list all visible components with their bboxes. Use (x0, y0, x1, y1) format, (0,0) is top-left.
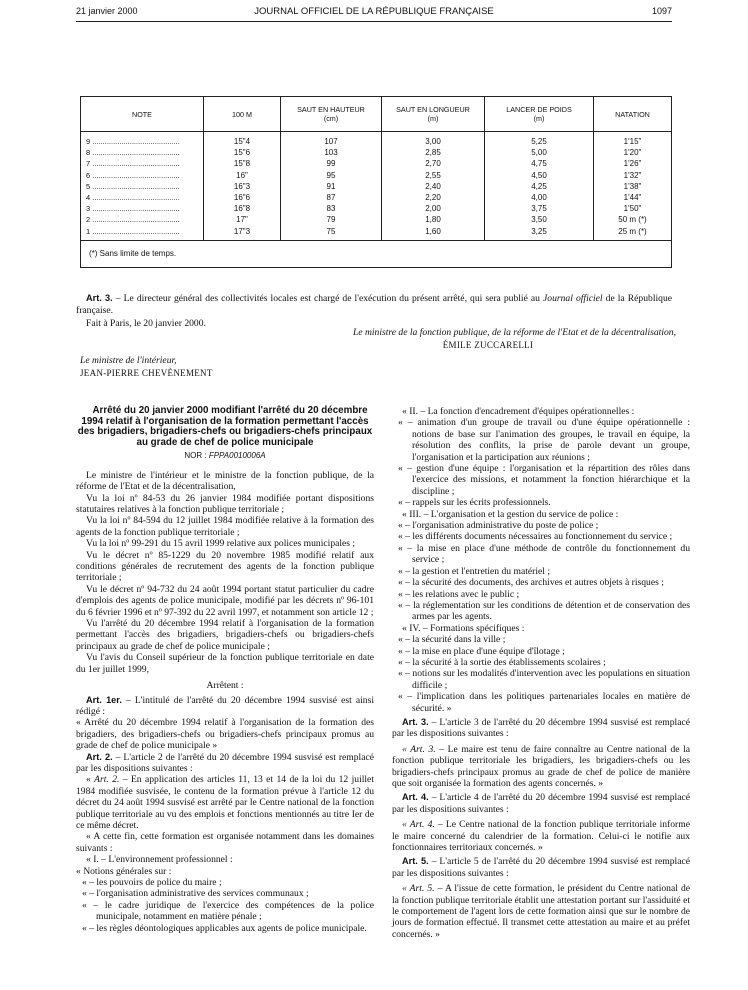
note-cell: 1 .......................................... (81, 226, 204, 241)
table-cell: 87 (281, 192, 382, 203)
table-cell: 1'44" (594, 192, 672, 203)
quote-label: « Art. 5. (402, 883, 435, 895)
paragraph: Vu le décret nº 85-1229 du 20 novembre 1985 modifié relatif aux conditions générales de recrutement des agents de la fonction publique territoriale ; (76, 549, 374, 584)
table-cell: 4,75 (485, 158, 594, 169)
nor-label: NOR : (184, 451, 209, 461)
table-cell: 1'15" (594, 132, 672, 148)
table-cell: 16"3 (204, 181, 281, 192)
article-text: – L'intitulé de l'arrêté du 20 décembre 1994 susvisé est ainsi rédigé : (76, 694, 374, 717)
list-heading: « IV. – Formations spécifiques : (402, 622, 525, 634)
list-item: « – animation d'un groupe de travail ou d'une équipe opérationnelle : notions de base sur l'animation des groupes, le travail en équipe, la résolution des conflits, la prise de parole devant un groupe, l'organisation et la participation aux réunions ; (398, 417, 690, 463)
table-cell: 17" (204, 214, 281, 225)
list-item: « – le cadre juridique de l'exercice des compétences de la police municipale, notamment en matière pénale ; (82, 899, 374, 923)
table-cell: 1'50" (594, 203, 672, 214)
table-cell: 2,85 (382, 147, 485, 158)
table-cell: 95 (281, 170, 382, 181)
list-item: « – l'implication dans les politiques partenariales locales en matière de sécurité. » (398, 691, 690, 714)
article-text: – L'article 3 de l'arrêté du 20 décembre 1994 susvisé est remplacé par les dispositions suivantes : (392, 716, 690, 740)
article-label: Art. 5. (402, 856, 429, 867)
table-row (81, 226, 672, 241)
table-cell: 103 (281, 147, 382, 158)
article-3 (392, 717, 690, 740)
page-header (76, 6, 672, 22)
list-item: « – les différents documents nécessaires au fonctionnement du service ; (398, 531, 673, 543)
table-cell: 3,75 (485, 203, 594, 214)
table-cell: 5,25 (485, 132, 594, 148)
list-item: « – les pouvoirs de police du maire ; (82, 877, 222, 888)
list-item: « – l'organisation administrative du poste de police ; (398, 520, 599, 532)
col-header: LANCER DE POIDS (m) (485, 97, 594, 132)
note-cell: 5 .......................................... (81, 181, 204, 192)
table-cell: 16"8 (204, 203, 281, 214)
table-cell: 2,55 (382, 170, 485, 181)
article-4 (392, 792, 690, 815)
article-label: Art. 3. (86, 293, 113, 303)
quote-mark: « (86, 774, 95, 786)
score-table (80, 96, 672, 268)
article-text-end: de la République française. (76, 293, 673, 316)
quote-label: « Art. 3. (402, 743, 436, 755)
table-row (81, 147, 672, 158)
article-label: Art. 2. (86, 751, 113, 762)
list-item: « – la sécurité à la sortie des établissements scolaires ; (398, 656, 606, 668)
paragraph: Vu la loi nº 84-53 du 26 janvier 1984 modifiée portant dispositions statutaires relatives à la fonction publique territoriale ; (76, 492, 374, 515)
article-3-top (76, 292, 672, 317)
table-cell: 1'26" (594, 158, 672, 169)
table-footnote: (*) Sans limite de temps. (81, 240, 672, 267)
table-cell: 17"3 (204, 226, 281, 241)
table-header-row (81, 97, 672, 132)
list-heading: « I. – L'environnement professionnel : (86, 854, 233, 866)
note-cell: 9 .......................................... (81, 132, 204, 148)
table-cell: 1'38" (594, 181, 672, 192)
list-item: « – les règles déontologiques applicables aux agents de police municipale. (82, 922, 367, 934)
quote-label: Art. 2. (94, 774, 120, 786)
list-item: « – l'organisation administrative des services communaux ; (82, 888, 309, 900)
quote-art-3 (392, 744, 690, 790)
table-cell: 79 (281, 214, 382, 225)
table-cell: 16"6 (204, 192, 281, 203)
article-1 (76, 695, 374, 718)
table-row (81, 203, 672, 214)
minister-interieur: Le ministre de l'intérieur, (80, 355, 177, 366)
table-cell: 50 m (*) (594, 214, 672, 225)
paragraph: Le ministre de l'intérieur et le ministre de la fonction publique, de la réforme de l'Etat et de la décentralisation, (76, 469, 374, 493)
table-cell: 2,20 (382, 192, 485, 203)
quote-text: – En application des articles 11, 13 et 14 de la loi du 12 juillet 1984 modifiée susvisée, le contenu de la formation prévue à l'article 12 du décret du 24 août 1994 susvisé est arrêté par le Centre national de la fonction publique territoriale au vu des emplois et fonctions mentionnés au titre Ier de ce même décret. (76, 774, 374, 831)
table-cell: 16" (204, 170, 281, 181)
note-cell: 8 .......................................... (81, 147, 204, 158)
table-row (81, 170, 672, 181)
left-column (76, 406, 374, 934)
page-number: 1097 (651, 6, 672, 16)
col-header: SAUT EN HAUTEUR (cm) (281, 97, 382, 132)
table-cell: 25 m (*) (594, 226, 672, 241)
decree-title: Arrêté du 20 janvier 2000 modifiant l'arrêté du 20 décembre 1994 relatif à l'organisation de la formation permettant l'accès des brigadiers, brigadiers-chefs ou brigadiers-chefs principaux au grade de chef de police municipale (77, 405, 373, 448)
quote-art-5 (392, 883, 690, 940)
table-row (81, 181, 672, 192)
table-cell: 91 (281, 181, 382, 192)
table-row (81, 192, 672, 203)
table-cell: 4,00 (485, 192, 594, 203)
col-header: SAUT EN LONGUEUR (m) (382, 97, 485, 132)
arretent: Arrêtent : (206, 680, 244, 692)
header-date: 21 janvier 2000 (76, 6, 138, 16)
list-heading: « Notions générales sur : (76, 865, 172, 877)
article-label: Art. 3. (402, 716, 429, 727)
table-cell: 1'32" (594, 170, 672, 181)
table-row (81, 214, 672, 225)
list-heading: « III. – L'organisation et la gestion du service de police : (402, 508, 619, 520)
note-cell: 3 .......................................... (81, 203, 204, 214)
article-label: Art. 4. (402, 792, 429, 803)
list-heading: « II. – La fonction d'encadrement d'équipes opérationnelles : (402, 406, 635, 417)
table-cell: 1,80 (382, 214, 485, 225)
paragraph: Vu le décret nº 94-732 du 24 août 1994 portant statut particulier du cadre d'emplois des agents de police municipale, modifié par les décrets nº 96-101 du 6 février 1996 et nº 97-392 du 22 avril 1997, et notamment son article 12 ; (76, 583, 374, 618)
table-cell: 2,40 (382, 181, 485, 192)
table-cell: 5,00 (485, 147, 594, 158)
article-text: – L'article 2 de l'arrêté du 20 décembre 1994 susvisé est remplacé par les dispositions suivantes : (76, 751, 374, 774)
quote-text: – A l'issue de cette formation, le président du Centre national de la fonction publique territoriale établit une attestation portant sur l'assiduité et le comportement de l'agent lors de cette formation ainsi que sur le nombre de jours de formation effectué. Il transmet cette attestation au maire et au préfet concernés. » (392, 883, 690, 940)
list-item: « – la gestion et l'entretien du matériel ; (398, 565, 550, 577)
table-cell: 107 (281, 132, 382, 148)
article-text: – L'article 5 de l'arrêté du 20 décembre 1994 susvisé est remplacé par les dispositions suivantes : (392, 856, 690, 879)
quote-label: « Art. 4. (402, 819, 435, 831)
col-header: NOTE (81, 97, 204, 132)
list-item: « – la mise en place d'une équipe d'îlotage ; (398, 645, 565, 657)
article-text: – L'article 4 de l'arrêté du 20 décembre 1994 susvisé est remplacé par les dispositions suivantes : (392, 792, 690, 815)
table-cell: 3,00 (382, 132, 485, 148)
table-cell: 4,25 (485, 181, 594, 192)
table-cell: 15"6 (204, 147, 281, 158)
table-cell: 99 (281, 158, 382, 169)
list-item: « – la sécurité dans la ville ; (398, 634, 506, 646)
minister-fonction-publique: Le ministre de la fonction publique, de la réforme de l'Etat et de la décentralisation, (352, 327, 676, 338)
note-cell: 7 .......................................... (81, 158, 204, 169)
nor-value: FPPA0010006A (208, 451, 266, 461)
article-5 (392, 856, 690, 879)
signature-chevenement: JEAN-PIERRE CHEVÈNEMENT (80, 368, 213, 378)
paragraph: Vu la loi nº 99-291 du 15 avril 1999 relative aux polices municipales ; (86, 538, 356, 550)
table-cell: 1,60 (382, 226, 485, 241)
paragraph: Vu l'arrêté du 20 décembre 1994 relatif à l'organisation de la formation permettant l'accès des brigadiers, brigadiers-chefs ou brigadiers-chefs principaux au grade de chef de police municipale ; (76, 618, 374, 652)
table-cell: 15"8 (204, 158, 281, 169)
nor-reference (76, 450, 374, 461)
list-item: « – rappels sur les écrits professionnels. (398, 497, 551, 509)
header-rule (76, 21, 672, 22)
table-cell: 3,25 (485, 226, 594, 241)
table-cell: 83 (281, 203, 382, 214)
note-cell: 4 .......................................... (81, 192, 204, 203)
quote-art-2 (76, 774, 374, 831)
signature-zuccarelli: ÉMILE ZUCCARELLI (442, 340, 534, 350)
paragraph: Vu l'avis du Conseil supérieur de la fonction publique territoriale en date du 1er juillet 1999, (76, 652, 374, 675)
table-cell: 4,50 (485, 170, 594, 181)
table-cell: 75 (281, 226, 382, 241)
table-cell: 3,50 (485, 214, 594, 225)
quote-art-4 (392, 819, 690, 853)
paragraph: « A cette fin, cette formation est organisée notamment dans les domaines suivants : (76, 831, 374, 854)
table-cell: 1'20" (594, 147, 672, 158)
header-title: JOURNAL OFFICIEL DE LA RÉPUBLIQUE FRANÇAISE (254, 6, 494, 17)
list-item: « – la sécurité des documents, des archives et autres objets à risques ; (398, 577, 664, 589)
col-header: NATATION (594, 97, 672, 132)
list-item: « – la réglementation sur les conditions de détention et de conservation des armes par les agents. (398, 599, 690, 623)
list-item: « – la mise en place d'une méthode de contrôle du fonctionnement du service ; (398, 542, 690, 566)
quote-text: – Le Centre national de la fonction publique territoriale informe le maire concerné du calendrier de la formation. Celui-ci le notifie aux fonctionnaires territoriaux concernés. » (392, 819, 690, 854)
paragraph: Vu la loi nº 84-594 du 12 juillet 1984 modifiée relative à la formation des agents de la fonction publique territoriale ; (76, 515, 374, 538)
table-row (81, 132, 672, 148)
article-2 (76, 752, 374, 775)
signature-date: Fait à Paris, le 20 janvier 2000. (86, 318, 206, 329)
table-cell: 15"4 (204, 132, 281, 148)
article-text: – Le directeur général des collectivités locales est chargé de l'exécution du présent arrêté, qui sera publié au (112, 293, 544, 304)
list-item: « – les relations avec le public ; (398, 588, 520, 600)
right-column (392, 406, 690, 940)
table-row (81, 158, 672, 169)
quote-text: – Le maire est tenu de faire connaître au Centre national de la fonction publique territoriale les brigadiers, les brigadiers-chefs ou les brigadiers-chefs principaux promus au grade de chef de police de manière que soit organisée la formation des agents concernés. » (392, 743, 691, 789)
table-cell: 2,70 (382, 158, 485, 169)
note-cell: 6 .......................................... (81, 170, 204, 181)
note-cell: 2 .......................................... (81, 214, 204, 225)
list-item: « – gestion d'une équipe : l'organisation et la répartition des rôles dans l'exercice des missions, et notamment la fonction hiérarchique et la discipline ; (398, 463, 690, 497)
table-cell: 2,00 (382, 203, 485, 214)
quote: « Arrêté du 20 décembre 1994 relatif à l'organisation de la formation des brigadiers, des brigadiers-chefs ou brigadiers-chefs principaux promus au grade de chef de police municipale » (76, 717, 374, 752)
col-header: 100 M (204, 97, 281, 132)
article-label: Art. 1er. (86, 694, 122, 705)
list-item: « – notions sur les modalités d'intervention avec les populations en situation difficile ; (398, 668, 690, 691)
journal-officiel-ref: Journal officiel (543, 293, 603, 304)
